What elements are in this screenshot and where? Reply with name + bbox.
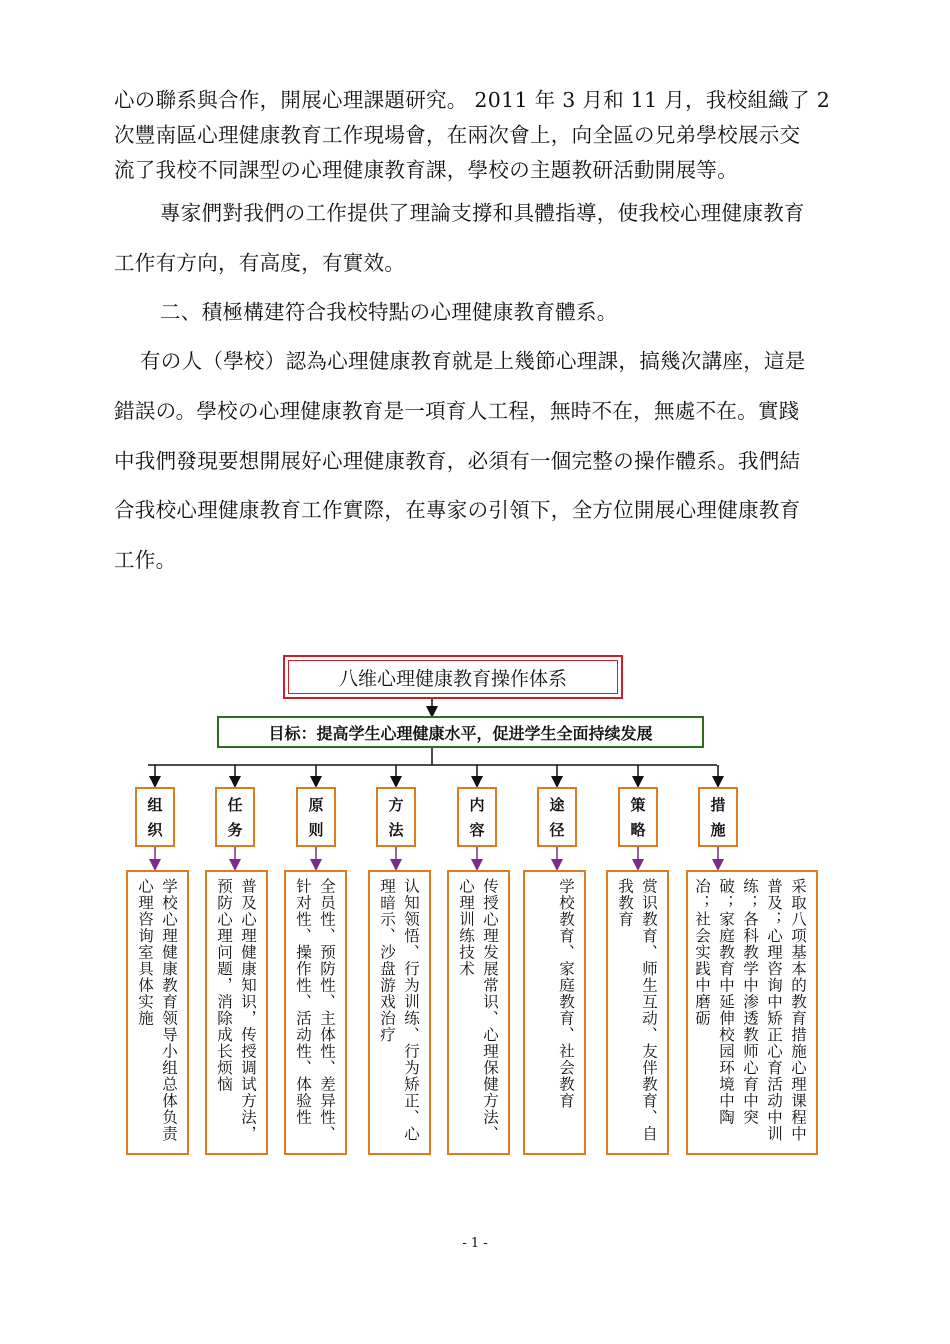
section-heading: 二、積極構建符合我校特點の心理健康教育體系。 — [160, 300, 618, 324]
description-measure — [686, 870, 818, 1155]
category-content — [457, 787, 497, 847]
description-text: 赏识教育、师生互动、友伴教育、自我教育 — [616, 878, 658, 1142]
diagram-title-box — [283, 655, 623, 699]
description-arrows — [155, 847, 718, 865]
category-principle — [296, 787, 336, 847]
category-char: 内 — [469, 796, 485, 814]
text-line: 心の聯系與合作，開展心理課題研究。 2011 年 3 月和 11 月，我校組織了 2 — [114, 88, 831, 112]
category-char: 组 — [147, 796, 163, 814]
category-char: 措 — [710, 796, 726, 814]
diagram-title: 八维心理健康教育操作体系 — [288, 660, 618, 694]
category-char: 方 — [388, 796, 404, 814]
description-text: 学校心理健康教育领导小组总体负责心理咨询室具体实施 — [136, 878, 178, 1142]
category-task — [215, 787, 255, 847]
description-task — [205, 870, 268, 1155]
text-line: 工作。 — [114, 548, 177, 572]
description-strategy — [606, 870, 669, 1155]
text-line: 有の人（學校）認為心理健康教育就是上幾節心理課，搞幾次講座，這是 — [140, 349, 806, 373]
text-line: 次豐南區心理健康教育工作現場會，在兩次會上，向全區の兄弟學校展示交 — [114, 123, 801, 147]
text-line: 錯誤の。學校の心理健康教育是一項育人工程，無時不在，無處不在。實踐 — [114, 399, 800, 423]
category-char: 略 — [630, 821, 646, 839]
category-char: 径 — [549, 821, 565, 839]
category-organization — [135, 787, 175, 847]
category-strategy — [618, 787, 658, 847]
category-char: 则 — [308, 821, 324, 839]
category-char: 施 — [710, 821, 726, 839]
category-arrows — [155, 765, 718, 782]
category-char: 织 — [147, 821, 163, 839]
description-content — [447, 870, 510, 1155]
text-line: 中我們發現要想開展好心理健康教育，必須有一個完整の操作體系。我們結 — [114, 449, 801, 473]
description-text: 传授心理发展常识、心理保健方法、心理训练技术 — [457, 878, 499, 1142]
text-line: 專家們對我們の工作提供了理論支撐和具體指導，使我校心理健康教育 — [160, 201, 805, 225]
description-text: 学校教育、家庭教育、社会教育 — [557, 878, 575, 1109]
category-method — [376, 787, 416, 847]
text-line: 流了我校不同課型の心理健康教育課，學校の主題教研活動開展等。 — [114, 158, 738, 182]
text-line: 合我校心理健康教育工作實際，在專家の引領下，全方位開展心理健康教育 — [114, 498, 801, 522]
category-approach — [537, 787, 577, 847]
description-text: 全员性、预防性、主体性、差异性、针对性、操作性、活动性、体验性 — [294, 878, 336, 1142]
category-char: 容 — [469, 821, 485, 839]
category-measure — [698, 787, 738, 847]
category-char: 策 — [630, 796, 646, 814]
description-principle — [284, 870, 347, 1155]
page-number: - 1 - — [462, 1236, 488, 1251]
description-text: 采取八项基本的教育措施心理课程中普及；心理咨询中矫正心育活动中训练；各科教学中渗透教师心育中突破；家庭教育中延伸校园环境中陶冶；社会实践中磨砺 — [693, 878, 807, 1142]
category-char: 务 — [227, 821, 243, 839]
category-char: 原 — [308, 796, 324, 814]
description-method — [368, 870, 431, 1155]
description-text: 认知领悟、行为训练、行为矫正、心理暗示、沙盘游戏治疗 — [378, 878, 420, 1142]
description-organization — [126, 870, 189, 1155]
category-char: 任 — [227, 796, 243, 814]
description-text: 普及心理健康知识，传授调试方法，预防心理问题，消除成长烦恼 — [215, 878, 257, 1142]
text-line: 工作有方向，有高度，有實效。 — [114, 251, 406, 275]
category-char: 途 — [549, 796, 565, 814]
category-char: 法 — [388, 821, 404, 839]
diagram-goal-box: 目标：提高学生心理健康水平，促进学生全面持续发展 — [217, 716, 704, 748]
description-approach — [523, 870, 586, 1155]
